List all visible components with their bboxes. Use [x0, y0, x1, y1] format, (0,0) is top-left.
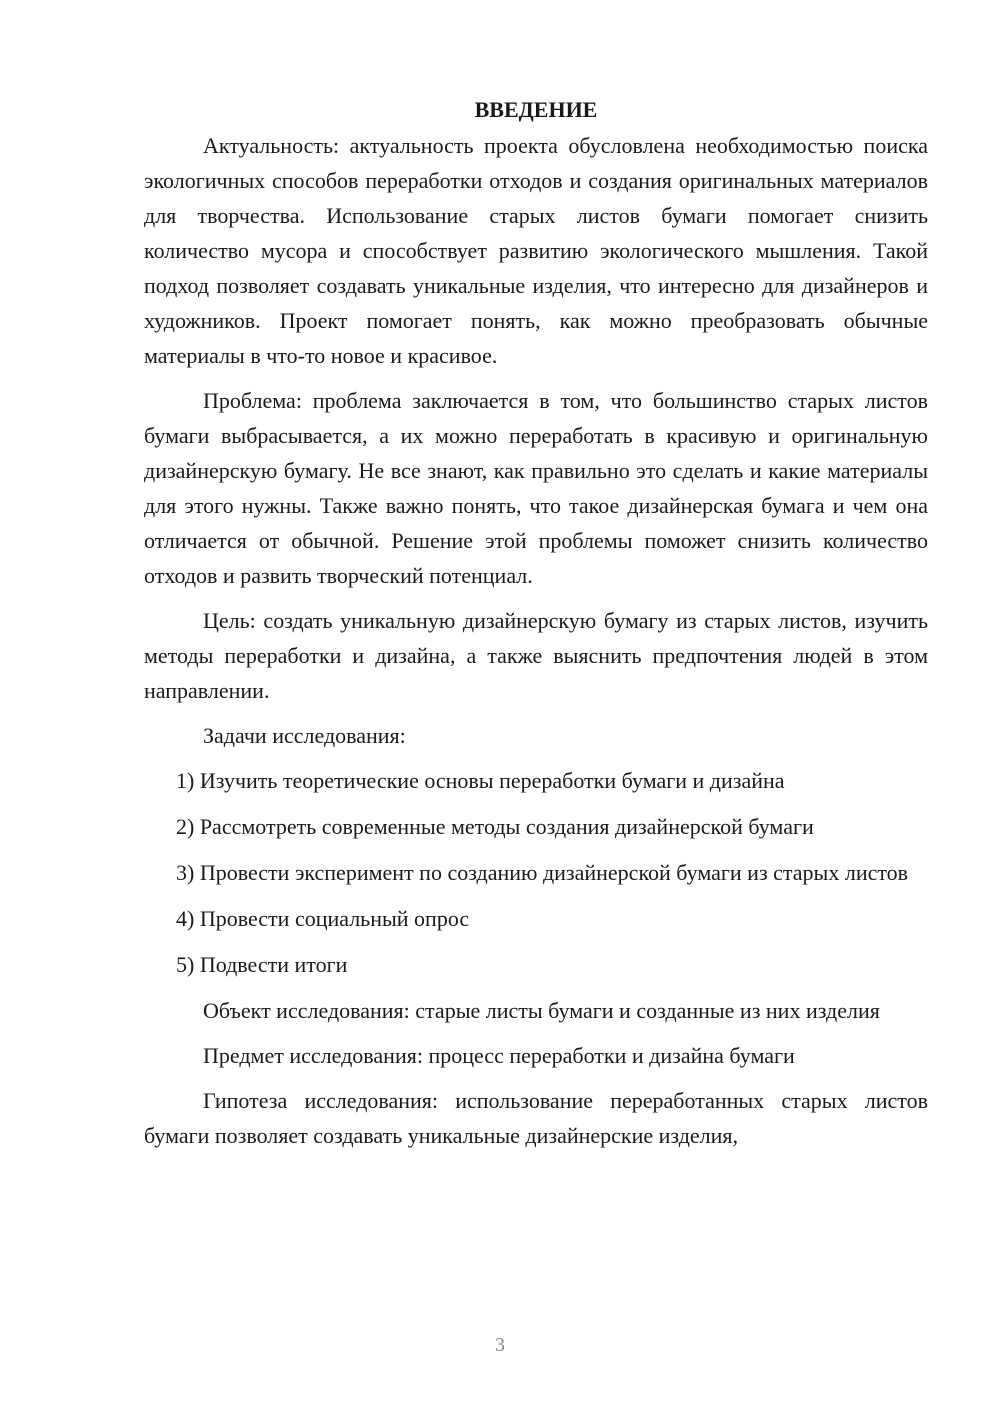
- section-title: ВВЕДЕНИЕ: [474, 97, 598, 122]
- problem-paragraph: Проблема: проблема заключается в том, что большинство старых листов бумаги выбрасывается, а их можно переработать в красивую и оригинальную дизайнерскую бумагу. Не все знают, как правильно это сделать и какие материалы для этого нужны. Также важно понять, что такое дизайнерская бумага и чем она отличается от обычной. Решение этой проблемы поможет снизить количество отходов и развить творческий потенциал.: [144, 388, 928, 588]
- hypothesis-paragraph: Гипотеза исследования: использование переработанных старых листов бумаги позволяет создавать уникальные дизайнерские изделия,: [144, 1088, 928, 1148]
- page-number: 3: [495, 1334, 505, 1356]
- goal-paragraph: Цель: создать уникальную дизайнерскую бумагу из старых листов, изучить методы переработки и дизайна, а также выяснить предпочтения людей в этом направлении.: [144, 608, 928, 703]
- tasks-heading: Задачи исследования:: [203, 723, 406, 748]
- page-content: [144, 92, 928, 1153]
- task-item: 2) Рассмотреть современные методы создания дизайнерской бумаги: [176, 814, 814, 839]
- task-item: 3) Провести эксперимент по созданию дизайнерской бумаги из старых листов: [176, 860, 909, 885]
- task-item: 5) Подвести итоги: [176, 952, 348, 977]
- task-item: 1) Изучить теоретические основы переработки бумаги и дизайна: [176, 768, 785, 793]
- relevance-paragraph: Актуальность: актуальность проекта обусловлена необходимостью поиска экологичных способов переработки отходов и создания оригинальных материалов для творчества. Использование старых листов бумаги помогает снизить количество мусора и способствует развитию экологического мышления. Такой подход позволяет создавать уникальные изделия, что интересно для дизайнеров и художников. Проект помогает понять, как можно преобразовать обычные материалы в что-то новое и красивое.: [144, 133, 928, 368]
- subject-paragraph: Предмет исследования: процесс переработки и дизайна бумаги: [203, 1043, 795, 1068]
- task-item: 4) Провести социальный опрос: [176, 906, 470, 931]
- object-paragraph: Объект исследования: старые листы бумаги и созданные из них изделия: [203, 998, 880, 1023]
